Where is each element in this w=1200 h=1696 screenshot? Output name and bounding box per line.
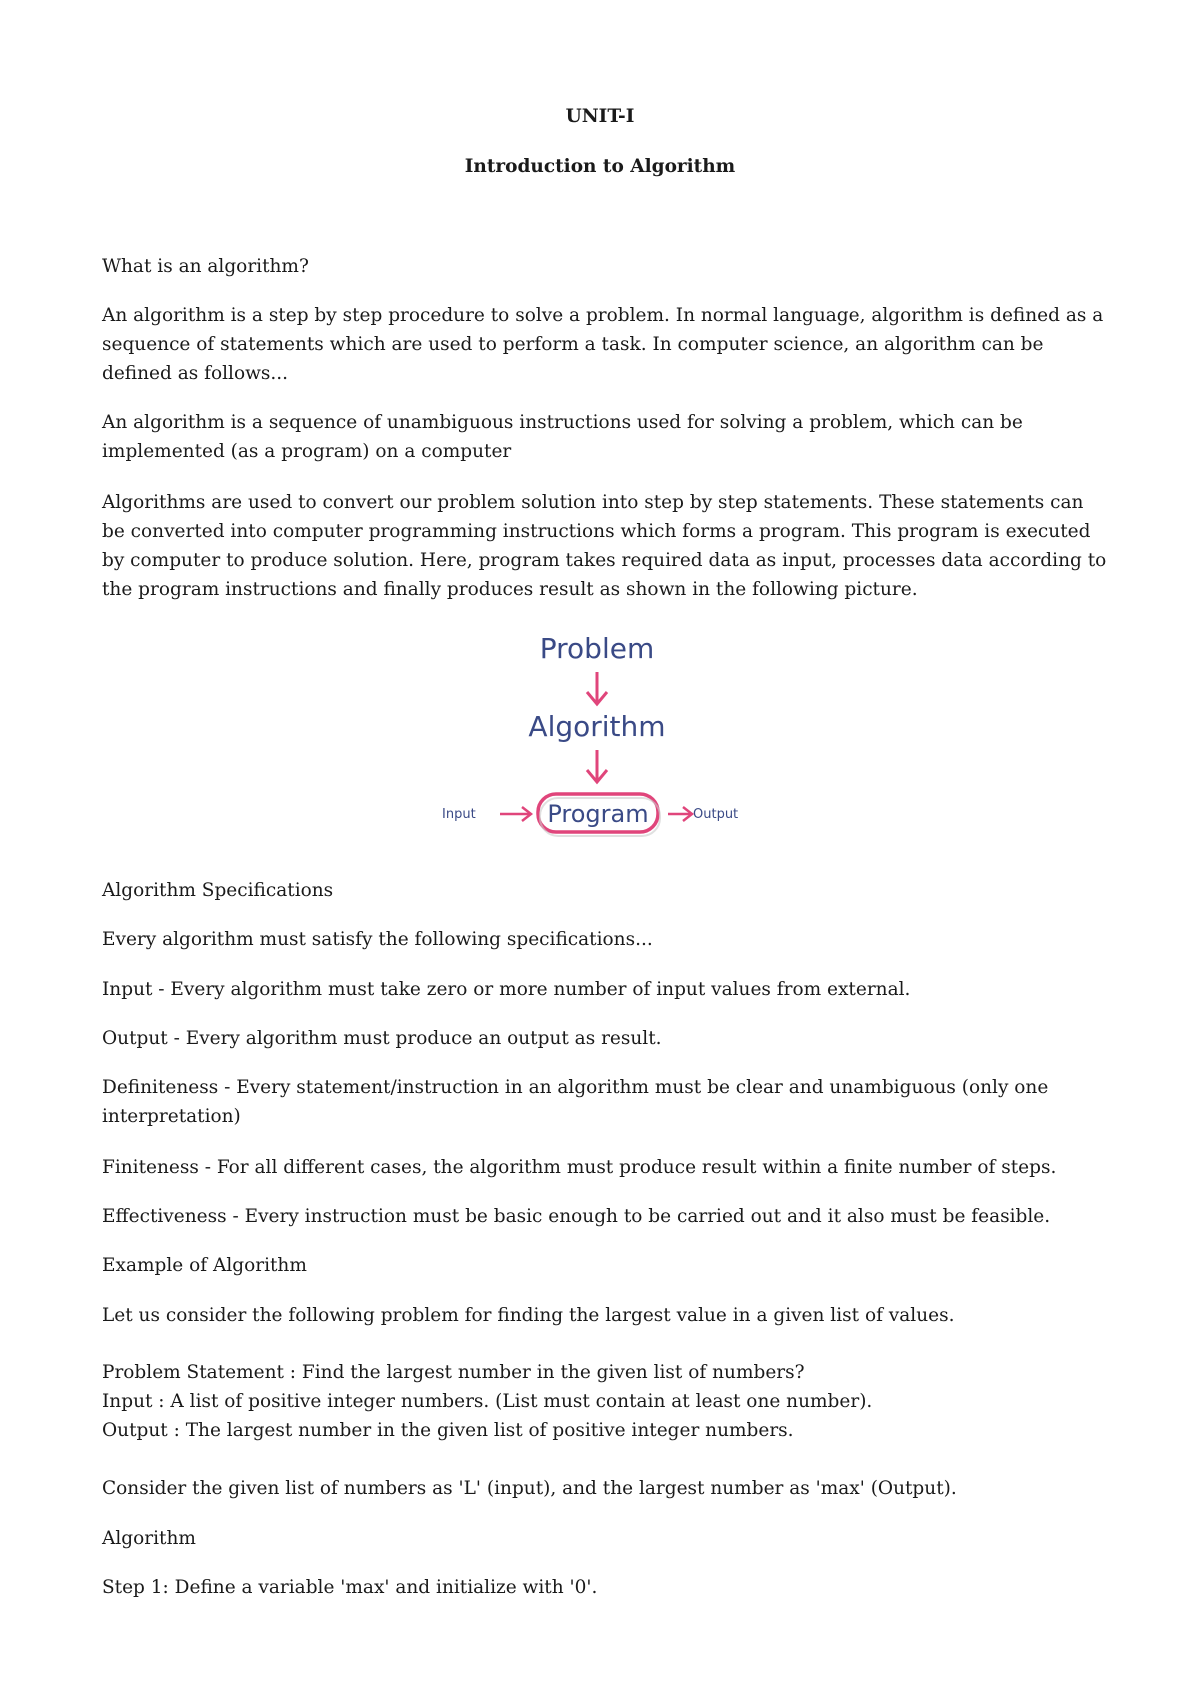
- unit-heading: UNIT-I: [565, 106, 635, 127]
- arrow-down-icon: [587, 750, 607, 782]
- question-text: What is an algorithm?: [102, 256, 309, 277]
- definition-paragraph-2: An algorithm is a sequence of unambiguous instructions used for solving a problem, which can be implemented (as a program) on a computer: [102, 412, 1023, 462]
- consider-text: Consider the given list of numbers as 'L' (input), and the largest number as 'max' (Output).: [102, 1478, 957, 1499]
- spec-finiteness: Finiteness - For all different cases, the algorithm must produce result within a finite number of steps.: [102, 1157, 1057, 1178]
- algorithm-heading: Algorithm: [102, 1528, 196, 1549]
- spec-effectiveness: Effectiveness - Every instruction must be basic enough to be carried out and it also must be feasible.: [102, 1206, 1051, 1227]
- spec-definiteness: Definiteness - Every statement/instruction in an algorithm must be clear and unambiguous (only one interpretation): [102, 1077, 1049, 1127]
- arrow-right-icon: [668, 807, 692, 821]
- spec-input: Input - Every algorithm must take zero or more number of input values from external.: [102, 979, 911, 1000]
- spec-output: Output - Every algorithm must produce an output as result.: [102, 1028, 662, 1049]
- explanation-paragraph: Algorithms are used to convert our problem solution into step by step statements. These statements can be converted into computer programming instructions which forms a program. This program is executed by computer to produce solution. Here, program takes required data as input, processes data according to the program instructions and finally produces result as shown in the following picture.: [102, 492, 1107, 600]
- arrow-right-icon: [500, 807, 531, 821]
- diagram-algorithm-label: Algorithm: [528, 710, 666, 743]
- example-output: Output : The largest number in the given list of positive integer numbers.: [102, 1420, 794, 1441]
- arrow-down-icon: [587, 672, 607, 704]
- diagram-problem-label: Problem: [539, 632, 655, 665]
- specs-intro: Every algorithm must satisfy the following specifications...: [102, 929, 653, 950]
- problem-algorithm-program-diagram: [440, 628, 770, 848]
- problem-statement: Problem Statement : Find the largest number in the given list of numbers?: [102, 1362, 805, 1383]
- example-intro: Let us consider the following problem for finding the largest value in a given list of values.: [102, 1305, 955, 1326]
- example-heading: Example of Algorithm: [102, 1255, 307, 1276]
- diagram-input-label: Input: [442, 807, 476, 822]
- definition-paragraph: An algorithm is a step by step procedure to solve a problem. In normal language, algorithm is defined as a sequence of statements which are used to perform a task. In computer science, an algorithm can be defined as follows...: [102, 305, 1104, 384]
- diagram-program-label: Program: [547, 800, 649, 828]
- algorithm-step-1: Step 1: Define a variable 'max' and initialize with '0'.: [102, 1577, 598, 1598]
- specs-heading: Algorithm Specifications: [102, 880, 334, 901]
- example-input: Input : A list of positive integer numbers. (List must contain at least one number).: [102, 1391, 873, 1412]
- diagram-output-label: Output: [693, 807, 739, 822]
- page-title: Introduction to Algorithm: [464, 156, 736, 177]
